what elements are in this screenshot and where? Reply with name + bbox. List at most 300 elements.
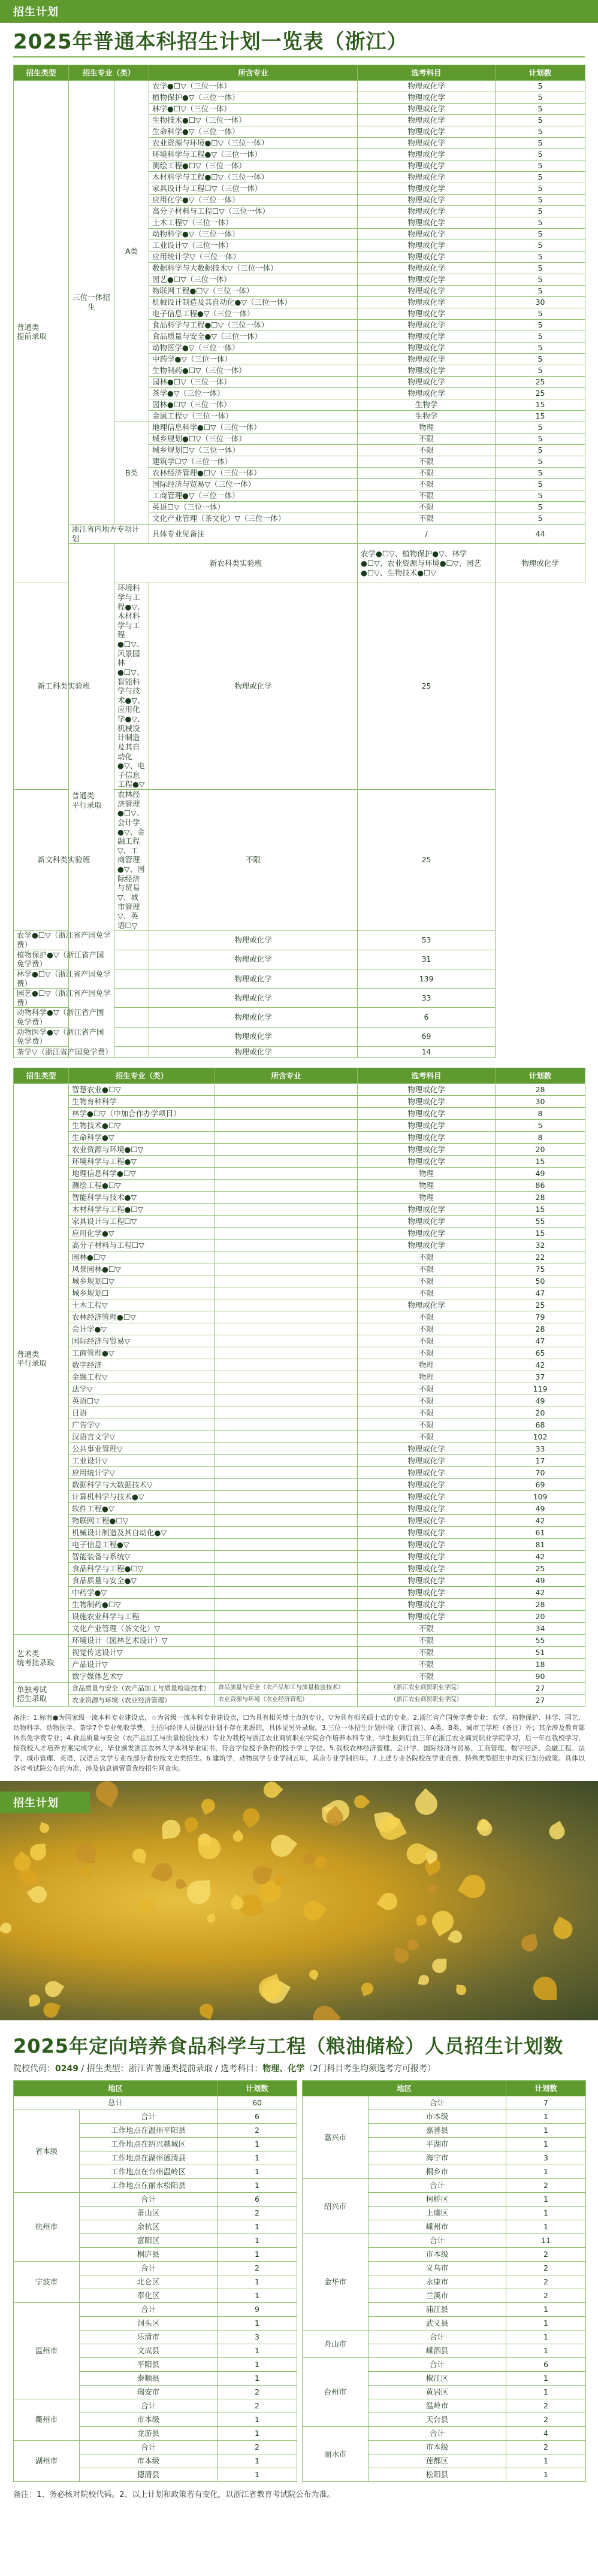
table-row: [14, 931, 585, 950]
count-cell: 5: [496, 104, 585, 115]
table-row: [14, 544, 585, 583]
major-cell: 食品科学与工程●☐▽: [69, 1562, 215, 1574]
table-row: [14, 1227, 585, 1239]
ginkgo-leaf: [432, 1959, 446, 1973]
header-row: [14, 2081, 297, 2096]
total-row: [14, 2096, 297, 2110]
district-cell: 合计: [369, 2358, 506, 2372]
district-cell: 市本级: [80, 2454, 218, 2468]
table-row: [303, 2179, 586, 2193]
major-cell: 工业设计▽: [69, 1454, 215, 1466]
table-row: [14, 1215, 585, 1227]
table-row: [14, 1359, 585, 1371]
count-cell: 5: [496, 354, 585, 365]
region-cell: 温州市: [14, 2303, 80, 2399]
major-cell: 食品质量与安全●▽（三位一体）: [149, 331, 358, 343]
count-cell: 28: [496, 1083, 585, 1095]
count-cell: 25: [496, 377, 585, 388]
table-row: [14, 1203, 585, 1215]
count-cell: 5: [496, 274, 585, 286]
contained-majors-cell: [215, 1442, 358, 1454]
count-cell: 86: [496, 1179, 585, 1191]
count-cell: 1: [218, 2344, 297, 2358]
major-cell: 林学●☐▽（浙江省产国免学费）: [14, 969, 114, 988]
contained-majors-cell: [215, 1383, 358, 1395]
district-cell: 龙游县: [80, 2427, 218, 2441]
count-cell: 15: [496, 1203, 585, 1215]
count-cell: 5: [496, 513, 585, 525]
count-cell: 5: [496, 217, 585, 229]
table-row: [14, 1095, 585, 1107]
count-cell: 17: [496, 1454, 585, 1466]
region-cell: 宁波市: [14, 2262, 80, 2303]
count-cell: 5: [496, 183, 585, 195]
major-cell: 高分子材料与工程☐▽（三位一体）: [149, 206, 358, 217]
count-cell: 1: [218, 2454, 297, 2468]
region-cell: 丽水市: [303, 2427, 369, 2482]
district-cell: 工作地点在台州温岭区: [80, 2165, 218, 2179]
subject-cell: 物理或化学: [358, 354, 496, 365]
count-cell: 61: [496, 1526, 585, 1538]
header-cell: 选考科目: [358, 65, 496, 81]
subject-cell: 不限: [358, 468, 496, 479]
contained-majors-cell: [215, 1634, 358, 1646]
district-cell: 平阳县: [80, 2358, 218, 2372]
major-cell: 公共事业管理▽: [69, 1442, 215, 1454]
count-cell: 11: [506, 2234, 586, 2248]
major-cell: 植物保护●▽（浙江省产国免学费）: [14, 950, 114, 969]
district-cell: 合计: [80, 2399, 218, 2413]
count-cell: 37: [496, 1371, 585, 1383]
count-cell: 2: [218, 2207, 297, 2220]
table-footnote: 备注：1.标有●为国家级一流本科专业建设点，☆为省级一流本科专业建设点，☐为具有相关博士点的专业，▽为具有相关硕士点的专业。2.浙江省产国免学费专业：农学、植物保护、林学、园艺、动物科学、动物医学、茶学7个专业免收学费，主招向经济人员提出计划不存在来源的，具体见另外录取。3.三位一体招生计划中除（浙江省）、A类、B类、城市工学班（备注）外；其余涉及教育部体系免学费专业；4.食品质量与安全（农产品加工与质量检验技术）专业为我校与浙江农业商贸职业学院合作培养本科专业，学生报到后前三年在浙江农业商贸职业学院学习，后一年在我校学习，按我校人才培养方案完成学业，毕业颁发浙江农林大学本科毕业证书，符合学位授予条件的授予学士学位。5.我校农林经济管理、会计学、国际经济与贸易、工商管理、数字经济、金融工程、法学、城市管理、英语、汉语言文学专业在部分省份按文史类招生。6.建筑学、动物医学专业学制五年，其余专业学制四年。7.上述专业各院校在学业竞赛、特殊类型招生中均实行加分政策。具体以各省考试院公布的为准，涉及信息请留意我校招生网查询。: [13, 1713, 585, 1773]
count-cell: 33: [358, 989, 496, 1008]
count-cell: 6: [358, 1008, 496, 1027]
header-cell: 计划数: [496, 65, 585, 81]
contained-majors-cell: [215, 1514, 358, 1526]
count-cell: 2: [218, 2124, 297, 2138]
count-cell: 8: [496, 1131, 585, 1143]
count-cell: 25: [496, 1299, 585, 1311]
contained-majors-cell: [215, 1179, 358, 1191]
district-cell: 合计: [369, 2234, 506, 2248]
ginkgo-leaf: [418, 1974, 430, 1986]
table-row: [14, 1490, 585, 1502]
major-cell: 数据科学与大数据技术▽: [69, 1478, 215, 1490]
count-cell: 1: [506, 2386, 586, 2399]
count-cell: 1: [218, 2468, 297, 2482]
district-cell: 合计: [80, 2110, 218, 2124]
ginkgo-leaf: [351, 1792, 370, 1811]
ginkgo-leaf: [360, 1981, 374, 1996]
subject-cell: 物理或化学: [358, 1095, 496, 1107]
subject-cell: 物理或化学: [358, 160, 496, 172]
count-cell: 5: [496, 286, 585, 297]
count-cell: 2: [506, 2413, 586, 2427]
major-cell: 中药学●▽（三位一体）: [149, 354, 358, 365]
subject-cell: /: [358, 525, 496, 544]
major-cell: 会计学●▽: [69, 1323, 215, 1335]
count-cell: 32: [496, 1239, 585, 1251]
major-cell: 食品质量与安全●▽: [69, 1574, 215, 1586]
contained-majors-cell: [215, 1622, 358, 1634]
major-cell: 茶学●▽（三位一体）: [149, 388, 358, 399]
table-row: [14, 950, 585, 969]
subject-cell: 物理或化学: [358, 377, 496, 388]
contained-majors-cell: [215, 1371, 358, 1383]
table-row: [14, 1335, 585, 1347]
district-cell: 松阳县: [369, 2468, 506, 2482]
subject-cell: 不限: [358, 1670, 496, 1682]
count-cell: 55: [496, 1634, 585, 1646]
major-cell: 林学●☐▽（三位一体）: [149, 104, 358, 115]
subject-cell: 物理或化学: [358, 1119, 496, 1131]
table-row: [14, 1383, 585, 1395]
subject-cell: 物理或化学: [358, 1107, 496, 1119]
subject-cell: 物理或化学: [358, 331, 496, 343]
count-cell: 2: [506, 2289, 586, 2303]
count-cell: 5: [496, 160, 585, 172]
contained-majors-cell: [215, 1275, 358, 1287]
major-cell: 地理信息科学●☐▽（三位一体）: [149, 422, 358, 434]
contained-majors-cell: 食品质量与安全（农产品加工与质量检验技术）: [215, 1682, 358, 1694]
subject-cell: 物理或化学: [358, 1598, 496, 1610]
table-row: [303, 2096, 586, 2110]
count-cell: 5: [496, 172, 585, 183]
header-cell: 所含专业: [149, 65, 358, 81]
contained-majors-cell: [215, 1419, 358, 1431]
contained-majors-cell: [114, 950, 149, 969]
contained-majors-cell: [215, 1167, 358, 1179]
count-cell: 5: [496, 195, 585, 206]
count-cell: 3: [506, 2151, 586, 2165]
major-cell: 国际经济与贸易▽: [69, 1335, 215, 1347]
major-cell: 文化产业管理（茶文化）▽: [69, 1622, 215, 1634]
count-cell: 68: [496, 1419, 585, 1431]
count-cell: 5: [496, 434, 585, 445]
region-cell: 省本级: [14, 2110, 80, 2193]
experimental-class-cell: 新文科类实验班: [14, 790, 114, 931]
count-cell: 42: [496, 1586, 585, 1598]
major-cell: 法学▽: [69, 1383, 215, 1395]
count-cell: 51: [496, 1646, 585, 1658]
table-row: [303, 2330, 586, 2344]
table-row: [14, 1526, 585, 1538]
region-cell: 金华市: [303, 2234, 369, 2330]
district-cell: 文成县: [80, 2344, 218, 2358]
count-cell: 5: [496, 343, 585, 354]
table-row: [14, 1395, 585, 1407]
region-cell: 绍兴市: [303, 2179, 369, 2234]
subject-cell: 物理或化学: [358, 1538, 496, 1550]
table-row: [14, 1442, 585, 1454]
major-cell: 软件工程●▽: [69, 1502, 215, 1514]
major-cell: 计算机科学与技术●▽: [69, 1490, 215, 1502]
table-row: [14, 989, 585, 1008]
major-cell: 工商管理●▽: [69, 1347, 215, 1359]
contained-majors-cell: [215, 1227, 358, 1239]
header-cell: 招生专业（类）: [69, 1068, 215, 1083]
subject-cell: 物理或化学: [358, 297, 496, 308]
subject-cell: 物理或化学: [358, 1299, 496, 1311]
table-row: [303, 2427, 586, 2441]
table-row: [14, 1646, 585, 1658]
subject-cell: 物理或化学: [358, 1131, 496, 1143]
major-cell: 测绘工程●☐▽（三位一体）: [149, 160, 358, 172]
table-row: [14, 1419, 585, 1431]
subject-cell: （浙江农业商贸职业学院）: [358, 1682, 496, 1694]
subject-cell: 物理或化学: [358, 240, 496, 251]
district-cell: 瑞安市: [80, 2386, 218, 2399]
major-cell: 农林经济管理●☐▽: [69, 1311, 215, 1323]
major-cell: 植物保护●▽（三位一体）: [149, 92, 358, 104]
table-row: [14, 2399, 297, 2413]
major-cell: 城乡规划☐▽: [69, 1275, 215, 1287]
count-cell: 47: [496, 1287, 585, 1299]
ginkgo-leaf: [547, 1821, 568, 1842]
major-cell: 土木工程▽（三位一体）: [149, 217, 358, 229]
subject-cell: 物理或化学: [358, 1454, 496, 1466]
count-cell: 53: [358, 931, 496, 950]
info-row: [13, 2062, 585, 2074]
subject-cell: 物理或化学: [358, 1550, 496, 1562]
ginkgo-leaf: [239, 1805, 262, 1828]
major-cell: 具体专业见备注: [149, 525, 358, 544]
table-row: [14, 1682, 585, 1694]
major-cell: 智能装备与系统▽: [69, 1550, 215, 1562]
table-row: [14, 790, 585, 931]
subject-cell: 不限: [358, 1287, 496, 1299]
contained-majors-cell: 农业资源与环境（农业经济管理）: [215, 1694, 358, 1706]
major-cell: 环境设计（园林艺术设计）▽: [69, 1634, 215, 1646]
major-cell: 动物医学●▽（浙江省产国免学费）: [14, 1027, 114, 1046]
undergrad-plan-table-continued: [13, 1068, 585, 1707]
table-row: [14, 1287, 585, 1299]
contained-majors-cell: [215, 1155, 358, 1167]
subject-cell: 不限: [358, 479, 496, 490]
table-row: [14, 1143, 585, 1155]
count-cell: 5: [496, 445, 585, 456]
count-cell: 31: [358, 950, 496, 969]
contained-majors-cell: [114, 1008, 149, 1027]
subject-cell: （浙江农业商贸职业学院）: [358, 1694, 496, 1706]
ginkgo-leaf: [186, 1880, 210, 1904]
major-cell: 生命科学●▽（三位一体）: [149, 126, 358, 138]
table-row: [14, 1514, 585, 1526]
major-cell: 英语☐▽: [69, 1395, 215, 1407]
count-cell: 102: [496, 1431, 585, 1442]
count-cell: 2: [218, 2262, 297, 2275]
table-row: [14, 1323, 585, 1335]
major-cell: 电子信息工程●▽: [69, 1538, 215, 1550]
district-cell: 余杭区: [80, 2220, 218, 2234]
table-row: [303, 2358, 586, 2372]
subject-cell: 物理或化学: [358, 183, 496, 195]
ginkgo-leaf: [425, 1883, 437, 1895]
subject-cell: 物理或化学: [358, 172, 496, 183]
major-cell: 应用统计学▽: [69, 1466, 215, 1478]
subject-cell: 物理或化学: [149, 1027, 358, 1046]
header-cell: 地区: [14, 2081, 218, 2096]
table-row: [14, 525, 585, 544]
major-cell: 数据科学与大数据技术▽（三位一体）: [149, 263, 358, 274]
ginkgo-leaf: [199, 1796, 218, 1815]
count-cell: 1: [506, 2303, 586, 2317]
contained-majors-cell: [215, 1490, 358, 1502]
subject-cell: 物理或化学: [358, 149, 496, 160]
count-cell: 1: [506, 2165, 586, 2179]
count-cell: 14: [358, 1046, 496, 1057]
subject-cell: 物理或化学: [358, 1562, 496, 1574]
subject-cell: 不限: [358, 1383, 496, 1395]
table-row: [14, 1502, 585, 1514]
district-cell: 洞头区: [80, 2317, 218, 2330]
count-cell: 2: [506, 2399, 586, 2413]
count-cell: 5: [496, 422, 585, 434]
count-cell: 5: [496, 92, 585, 104]
count-cell: 42: [496, 1514, 585, 1526]
subject-cell: 不限: [358, 1658, 496, 1670]
admission-type-cell: 普通类 平行录取: [14, 1083, 69, 1634]
count-cell: 2: [218, 2441, 297, 2454]
count-cell: 119: [496, 1383, 585, 1395]
count-cell: 50: [496, 1275, 585, 1287]
count-cell: 90: [496, 1670, 585, 1682]
admission-type-cell: 艺术类 统考批录取: [14, 1634, 69, 1682]
ginkgo-leaf: [42, 1978, 64, 2000]
contained-majors-cell: [114, 969, 149, 988]
ginkgo-leaf: [28, 1993, 41, 2007]
count-cell: 6: [506, 2358, 586, 2372]
count-cell: 4: [506, 2427, 586, 2441]
type-label: / 招生类型：浙江省普通类提前录取 / 选考科目：: [78, 2064, 263, 2074]
count-cell: 1: [506, 2468, 586, 2482]
ginkgo-leaf: [27, 1883, 50, 1907]
undergrad-plan-table: [13, 65, 585, 1058]
table-row: [14, 1658, 585, 1670]
count-cell: 5: [496, 468, 585, 479]
count-cell: 5: [496, 206, 585, 217]
contained-majors-cell: [215, 1251, 358, 1263]
subject-cell: 不限: [358, 434, 496, 445]
table-row: [14, 1694, 585, 1706]
major-cell: 环境科学与工程●▽（三位一体）: [149, 149, 358, 160]
contained-majors-cell: [114, 1027, 149, 1046]
contained-majors-cell: [215, 1670, 358, 1682]
subject-cell: 不限: [358, 1263, 496, 1275]
region-cell: 舟山市: [303, 2330, 369, 2358]
subject-cell: 物理或化学: [358, 126, 496, 138]
contained-majors-cell: [215, 1299, 358, 1311]
subject-cell: 物理或化学: [358, 365, 496, 377]
contained-majors-cell: [215, 1323, 358, 1335]
header-row: [14, 1068, 585, 1083]
table-row: [14, 969, 585, 988]
count-cell: 6: [218, 2110, 297, 2124]
subject-cell: 物理或化学: [358, 217, 496, 229]
district-cell: 奉化区: [80, 2289, 218, 2303]
major-cell: 城乡规划☐: [69, 1287, 215, 1299]
major-cell: 数字媒体艺术▽: [69, 1670, 215, 1682]
ginkgo-leaf: [299, 1897, 327, 1925]
district-cell: 工作地点在丽水松阳县: [80, 2179, 218, 2193]
count-cell: 25: [358, 583, 496, 790]
region-cell: 杭州市: [14, 2193, 80, 2262]
table-row: [14, 2193, 297, 2207]
subject-cell: 物理或化学: [358, 343, 496, 354]
subject-cell: 物理或化学: [358, 1466, 496, 1478]
subject-cell: 物理或化学: [358, 388, 496, 399]
ginkgo-leaf: [231, 1830, 245, 1844]
ginkgo-leaf: [457, 1871, 489, 1902]
major-cell: 金属工程▽（三位一体）: [149, 411, 358, 422]
major-cell: 汉语言文学▽: [69, 1431, 215, 1442]
count-cell: 5: [496, 229, 585, 240]
count-cell: 1: [506, 2344, 586, 2358]
count-cell: 5: [496, 331, 585, 343]
major-cell: 生命科学●▽: [69, 1131, 215, 1143]
major-cell: 生物制药●☐▽: [69, 1598, 215, 1610]
contained-majors-cell: [215, 1335, 358, 1347]
district-cell: 合计: [369, 2330, 506, 2344]
major-cell: 高分子材料与工程☐▽: [69, 1239, 215, 1251]
count-cell: 1: [506, 2193, 586, 2207]
subject-cell: 物理或化学: [358, 320, 496, 331]
subject-cell: 不限: [358, 1622, 496, 1634]
count-cell: 60: [218, 2096, 297, 2110]
ginkgo-leaf: [80, 1865, 93, 1878]
district-cell: 市本级: [369, 2110, 506, 2124]
count-cell: 5: [496, 456, 585, 468]
count-cell: 20: [496, 1143, 585, 1155]
major-cell: 物联网工程●☐▽（三位一体）: [149, 286, 358, 297]
subject-cell: 不限: [358, 1407, 496, 1419]
count-cell: 1: [218, 2427, 297, 2441]
major-cell: 产品设计▽: [69, 1658, 215, 1670]
major-cell: 园林●☐▽: [69, 1251, 215, 1263]
ginkgo-leaf: [182, 1815, 201, 1833]
subject-cell: 物理或化学: [358, 1514, 496, 1526]
major-cell: 环境科学与工程●▽: [69, 1155, 215, 1167]
count-cell: 1: [218, 2372, 297, 2386]
major-cell: 中药学●▽: [69, 1586, 215, 1598]
count-cell: 27: [496, 1682, 585, 1694]
ginkgo-leaf: [198, 1836, 221, 1860]
header-cell: 选考科目: [358, 1068, 496, 1083]
count-cell: 6: [218, 2193, 297, 2207]
table-row: [14, 1347, 585, 1359]
subject-cell: 不限: [358, 1251, 496, 1263]
contained-majors-cell: [215, 1466, 358, 1478]
count-cell: 30: [496, 1095, 585, 1107]
ginkgo-leaf: [151, 1859, 176, 1884]
major-cell: 城乡规划☐▽（三位一体）: [149, 445, 358, 456]
contained-majors-cell: 环境科学与工程●▽、木材科学与工程●☐▽、风景园林●☐▽、智能科学与技术●▽、应用化学●▽、机械设计制造及其自动化●▽、电子信息工程●▽: [114, 583, 149, 790]
major-cell: 生物技术●☐▽: [69, 1119, 215, 1131]
admission-type-cell: 普通类 提前录取: [14, 81, 69, 583]
district-cell: 合计: [369, 2096, 506, 2110]
ginkgo-leaf: [266, 1830, 297, 1861]
contained-majors-cell: [215, 1107, 358, 1119]
subject-cell: 物理或化学: [358, 1490, 496, 1502]
class-cell: B类: [114, 422, 149, 525]
district-cell: 义乌市: [369, 2262, 506, 2275]
table-row: [14, 1538, 585, 1550]
subject-cell: 不限: [358, 456, 496, 468]
district-cell: 市本级: [369, 2441, 506, 2454]
major-cell: 家具设计与工程☐▽: [69, 1215, 215, 1227]
table-row: [14, 1027, 585, 1046]
